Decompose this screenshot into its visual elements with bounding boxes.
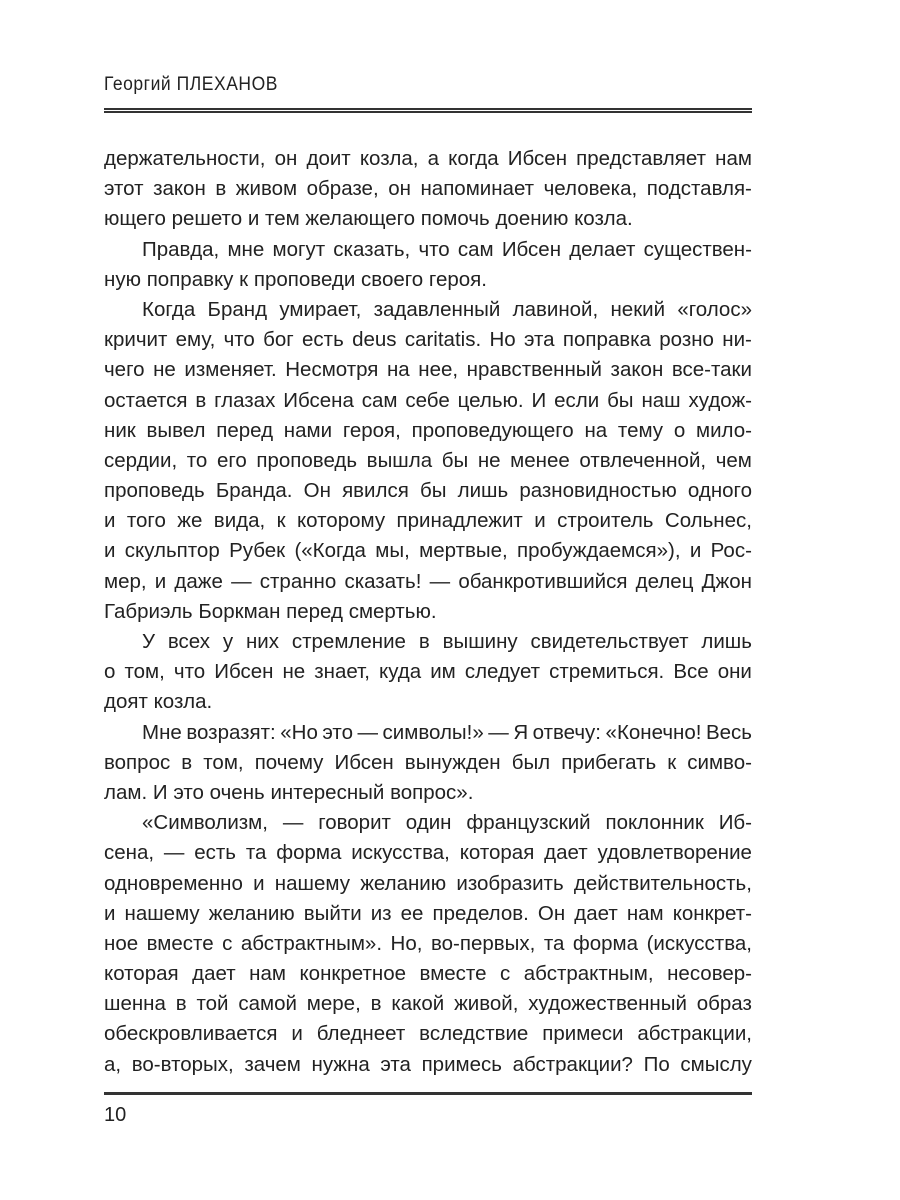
- text-line: У всех у них стремление в вышину свидетельствует лишь: [142, 630, 752, 653]
- text-line: о том, что Ибсен не знает, куда им следует стремиться. Все они: [104, 660, 752, 684]
- text-line: Когда Бранд умирает, задавленный лавиной, некий «голос»: [142, 297, 752, 321]
- text-line: сердии, то его проповедь вышла бы не менее отвлеченной, чем: [104, 448, 752, 472]
- text-line: одновременно и нашему желанию изобразить действительность,: [104, 871, 752, 895]
- text-line: обескровливается и бледнеет вследствие примеси абстракции,: [104, 1022, 752, 1046]
- text-line: доят козла.: [104, 690, 213, 714]
- text-line: «Символизм, — говорит один французский поклонник Иб-: [142, 811, 752, 835]
- text-line: ную поправку к проповеди своего героя.: [104, 267, 487, 291]
- text-line: и того же вида, к которому принадлежит и строитель Сольнес,: [104, 509, 752, 533]
- text-line: Габриэль Боркман перед смертью.: [104, 599, 437, 623]
- text-line: ное вместе с абстрактным». Но, во-первых, та форма (искусства,: [104, 931, 752, 955]
- text-line: и нашему желанию выйти из ее пределов. Он дает нам конкрет-: [104, 901, 752, 925]
- text-line: сена, — есть та форма искусства, которая дает удовлетворение: [104, 841, 752, 865]
- text-line: кричит ему, что бог есть deus caritatis. Но эта поправка розно ни-: [104, 328, 752, 352]
- page-number: 10: [104, 1104, 127, 1126]
- text-line: этот закон в живом образе, он напоминает человека, подставля-: [104, 177, 752, 201]
- text-line: Правда, мне могут сказать, что сам Ибсен делает существен-: [142, 237, 752, 261]
- footer-rule: [104, 1092, 752, 1095]
- text-line: чего не изменяет. Несмотря на нее, нравственный закон все-таки: [104, 358, 752, 382]
- text-line: остается в глазах Ибсена сам себе целью. И если бы наш худож-: [104, 388, 752, 412]
- text-line: мер, и даже — странно сказать! — обанкротившийся делец Джон: [104, 569, 752, 593]
- body-text: [104, 144, 752, 1080]
- text-line: проповедь Бранда. Он явился бы лишь разновидностью одного: [104, 479, 752, 503]
- text-line: Мне возразят: «Но это — символы!» — Я отвечу: «Конечно! Весь: [142, 720, 752, 744]
- text-line: и скульптор Рубек («Когда мы, мертвые, пробуждаемся»), и Рос-: [104, 539, 752, 563]
- text-line: шенна в той самой мере, в какой живой, художественный образ: [104, 992, 752, 1016]
- text-line: лам. И это очень интересный вопрос».: [104, 780, 474, 804]
- text-line: ник вывел перед нами героя, проповедующего на тему о мило-: [104, 418, 752, 442]
- running-head: Георгий ПЛЕХАНОВ: [104, 74, 278, 95]
- text-line: ющего решето и тем желающего помочь доению козла.: [104, 207, 633, 231]
- header-double-rule: [104, 108, 752, 113]
- text-line: которая дает нам конкретное вместе с абстрактным, несовер-: [104, 962, 752, 986]
- text-line: держательности, он доит козла, а когда Ибсен представляет нам: [104, 147, 752, 170]
- text-line: вопрос в том, почему Ибсен вынужден был прибегать к симво-: [104, 750, 752, 774]
- text-line: а, во-вторых, зачем нужна эта примесь абстракции? По смыслу: [104, 1052, 752, 1076]
